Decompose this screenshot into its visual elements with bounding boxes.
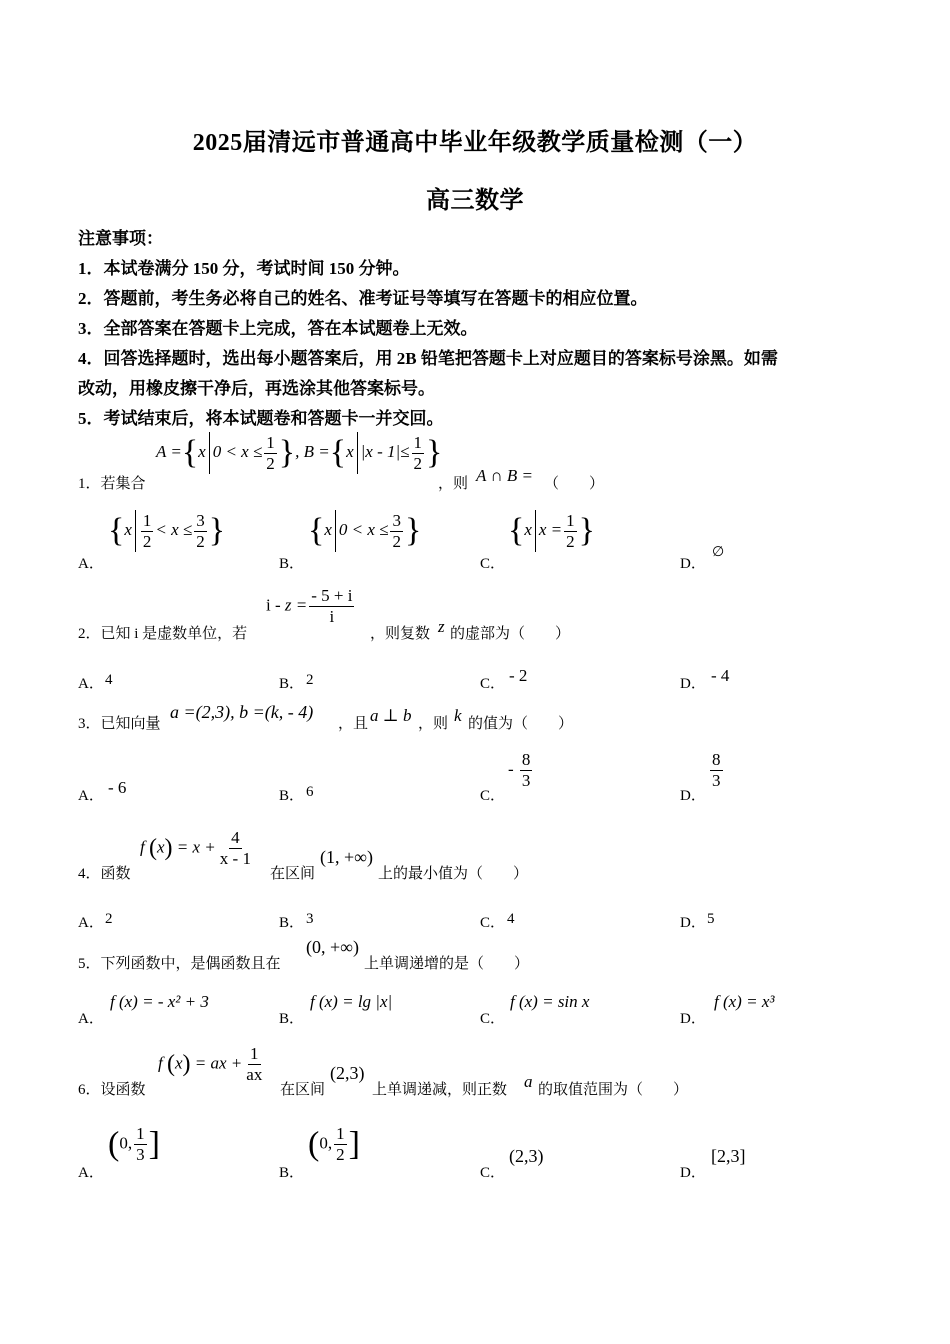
q6-stem-post: 的取值范围为（ ） (538, 1082, 689, 1098)
q6-stem-pre: 6．设函数 (78, 1082, 146, 1098)
exam-subtitle: 高三数学 (426, 188, 524, 214)
q2-option-c-label: C． (480, 676, 506, 692)
exam-title: 2025届清远市普通高中毕业年级教学质量检测（一） (192, 130, 758, 156)
q1-intersection: A ∩ B = (476, 466, 533, 485)
q4-interval: (1, +∞) (320, 847, 373, 867)
q3-option-d-den: 3 (712, 771, 721, 790)
q4-stem-post: 上的最小值为（ ） (378, 866, 529, 882)
q4-option-a-label: A． (78, 915, 104, 931)
q1-stem-end: （ ） (544, 476, 605, 492)
q5-stem-post: 上单调递增的是（ ） (364, 956, 530, 972)
q5-option-d-label: D． (680, 1011, 706, 1027)
q3-option-c-sign: - (508, 759, 514, 779)
q1-option-a-label: A． (78, 556, 104, 572)
q6-variable: a (524, 1072, 533, 1091)
q1-option-d-value: ∅ (712, 545, 725, 560)
q3-option-a-label: A． (78, 788, 104, 804)
q3-vectors: a =(2,3), b =(k, - 4) (170, 702, 314, 722)
q2-option-b-value: 2 (306, 672, 314, 688)
q4-option-a-value: 2 (105, 911, 113, 927)
q4-option-c-value: 4 (507, 911, 515, 927)
q3-option-d-label: D． (680, 788, 706, 804)
notice-item: 4．回答选择题时，选出每小题答案后，用 2B 铅笔把答题卡上对应题目的答案标号涂黑。如需 (78, 349, 778, 368)
q2-option-b-label: B． (279, 676, 305, 692)
q1-set-expression: A ={x 0 < x ≤ $\frac{1}{2}$ }, B ={x |x - 1|≤ $\frac{1}{2}$ } (156, 432, 443, 473)
notice-heading: 注意事项： (78, 229, 163, 248)
notice-item: 改动，用橡皮擦干净后，再选涂其他答案标号。 (78, 379, 435, 398)
q2-option-a-value: 4 (105, 672, 113, 688)
q3-option-b-value: 6 (306, 784, 314, 800)
q1-option-c-value: {x x = $\frac{1}{2}$ } (508, 510, 595, 551)
q2-option-a-label: A． (78, 676, 104, 692)
q2-stem-post: 的虚部为（ ） (450, 626, 571, 642)
q6-option-a-value: (0, $\frac{1}{3}$ ] (108, 1124, 160, 1164)
q2-option-c-value: - 2 (509, 666, 528, 685)
q6-option-c-label: C． (480, 1165, 506, 1181)
notice-item: 5．考试结束后，将本试题卷和答题卡一并交回。 (78, 409, 444, 428)
q3-option-d-value (708, 750, 725, 791)
q1-option-b-value: {x 0 < x ≤ $\frac{3}{2}$ } (308, 510, 422, 551)
q5-option-a-value: f (x) = - x² + 3 (110, 992, 209, 1011)
q5-option-c-label: C． (480, 1011, 506, 1027)
q6-interval: (2,3) (330, 1063, 365, 1083)
notice-item: 3．全部答案在答题卡上完成，答在本试题卷上无效。 (78, 319, 478, 338)
q5-interval: (0, +∞) (306, 937, 359, 957)
q6-stem-mid: 在区间 (280, 1082, 326, 1098)
q3-stem-pre: 3．已知向量 (78, 716, 161, 732)
q6-option-b-label: B． (279, 1165, 305, 1181)
q3-option-c-label: C． (480, 788, 506, 804)
q2-option-d-value: - 4 (711, 666, 730, 685)
q6-option-c-value: (2,3) (509, 1146, 544, 1166)
q2-stem-pre: 2．已知 i 是虚数单位，若 (78, 626, 248, 642)
q5-option-a-label: A． (78, 1011, 104, 1027)
q1-option-d-label: D． (680, 556, 706, 572)
q3-option-c-value (508, 750, 534, 791)
q5-option-c-value: f (x) = sin x (510, 992, 590, 1011)
q6-stem-mid2: 上单调递减，则正数 (372, 1082, 508, 1098)
q1-option-a-value: {x $\frac{1}{2}$ < x ≤ $\frac{3}{2}$ } (108, 510, 226, 551)
q6-option-a-label: A． (78, 1165, 104, 1181)
q4-option-d-label: D． (680, 915, 706, 931)
q3-option-c-den: 3 (521, 771, 531, 790)
q1-stem-pre: 1．若集合 (78, 476, 146, 492)
q4-stem-mid: 在区间 (270, 866, 316, 882)
q4-stem-pre: 4．函数 (78, 866, 131, 882)
q6-option-d-label: D． (680, 1165, 706, 1181)
q2-variable: z (438, 617, 445, 636)
q4-option-b-value: 3 (306, 911, 314, 927)
q4-function: f (x) = x + $\frac{4}{x - 1}$ (140, 828, 251, 868)
q2-stem-mid: ，则复数 (370, 626, 431, 642)
q4-option-b-label: B． (279, 915, 305, 931)
q6-option-b-value: (0, $\frac{1}{2}$ ] (308, 1124, 360, 1164)
q4-option-c-label: C． (480, 915, 506, 931)
q6-function: f (x) = ax + $\frac{1}{ax}$ (158, 1044, 263, 1084)
q2-option-d-label: D． (680, 676, 706, 692)
q3-option-a-value: - 6 (108, 778, 127, 797)
q3-stem-post: 的值为（ ） (468, 716, 574, 732)
q5-option-b-label: B． (279, 1011, 305, 1027)
notice-section (78, 224, 878, 434)
q5-option-d-value: f (x) = x³ (714, 992, 775, 1011)
q3-option-c-num: 8 (521, 750, 531, 769)
q5-stem-pre: 5．下列函数中，是偶函数且在 (78, 956, 281, 972)
q4-option-d-value: 5 (707, 911, 715, 927)
notice-item: 1．本试卷满分 150 分，考试时间 150 分钟。 (78, 259, 410, 278)
notice-item: 2．答题前，考生务必将自己的姓名、准考证号等填写在答题卡的相应位置。 (78, 289, 648, 308)
q3-option-d-num: 8 (712, 750, 721, 769)
q1-option-c-label: C． (480, 556, 506, 572)
q3-stem-mid: ，且 (338, 716, 369, 732)
q5-option-b-value: f (x) = lg |x| (310, 992, 393, 1011)
q3-perpendicular: a ⊥ b (370, 706, 412, 725)
q3-variable-k: k (454, 706, 462, 725)
q1-stem-post: ，则 (438, 476, 469, 492)
q3-option-b-label: B． (279, 788, 305, 804)
q6-option-d-value: [2,3] (711, 1146, 746, 1166)
q1-option-b-label: B． (279, 556, 305, 572)
q3-stem-mid2: ，则 (418, 716, 449, 732)
q2-equation: i - z = $\frac{- 5 + i}{i}$ (266, 586, 353, 626)
